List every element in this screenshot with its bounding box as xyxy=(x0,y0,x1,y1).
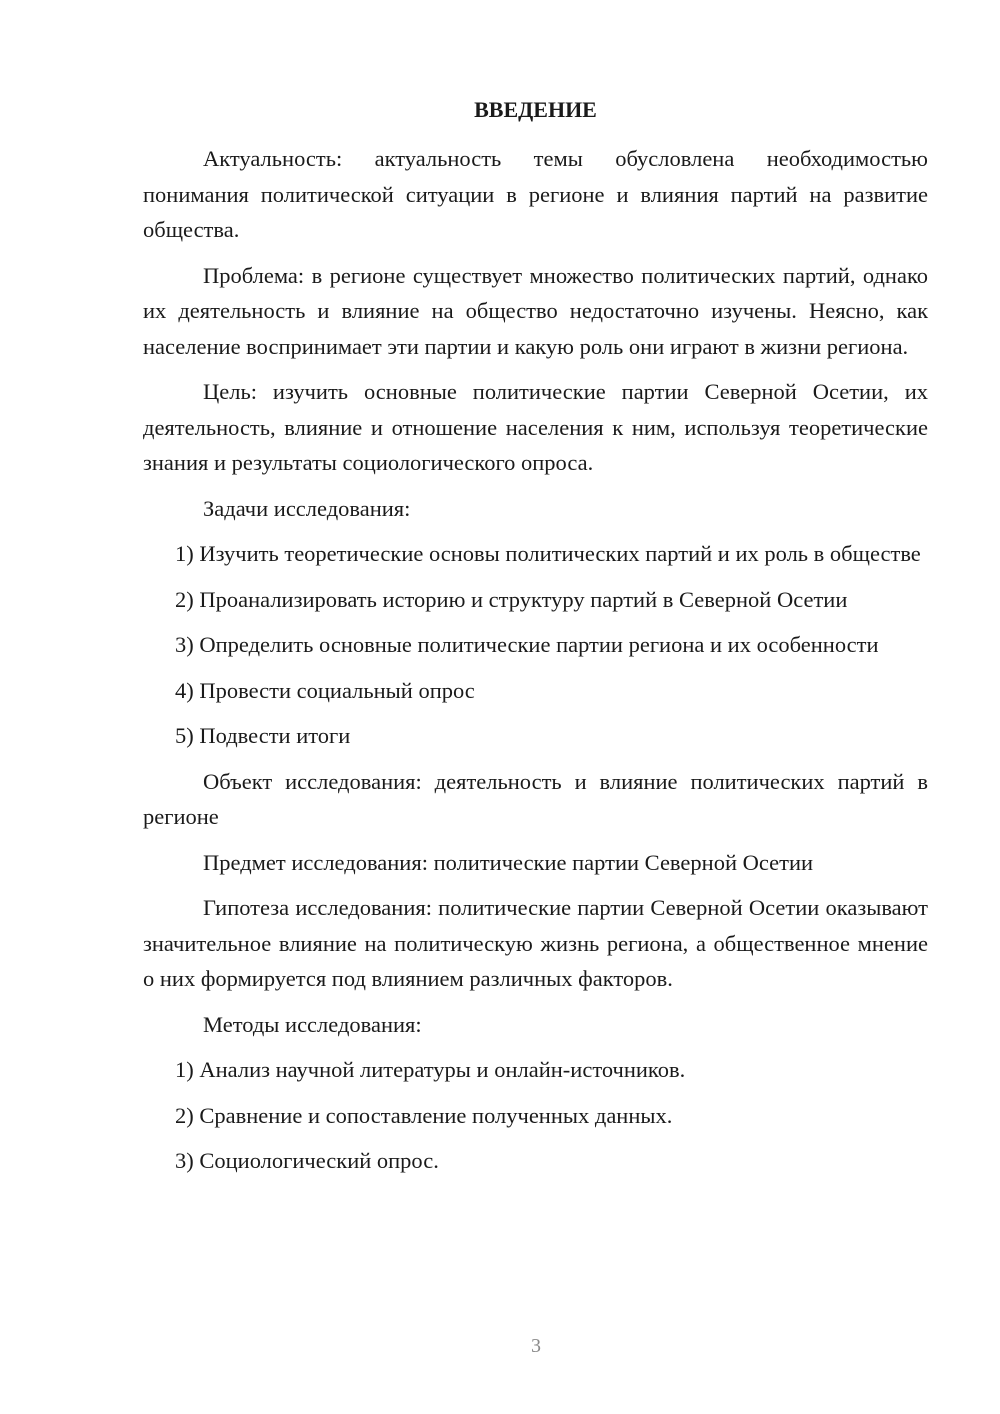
paragraph-object: Объект исследования: деятельность и влияние политических партий в регионе xyxy=(143,768,928,829)
page-number: 3 xyxy=(531,1335,541,1357)
task-item: 1) Изучить теоретические основы политических партий и их роль в обществе xyxy=(175,541,921,566)
paragraph-subject: Предмет исследования: политические партии Северной Осетии xyxy=(203,849,814,875)
document-body xyxy=(143,141,928,1189)
task-item: 4) Провести социальный опрос xyxy=(175,677,475,703)
paragraph-goal: Цель: изучить основные политические партии Северной Осетии, их деятельность, влияние и отношение населения к ним, используя теоретические знания и результаты социологического опроса. xyxy=(143,379,928,475)
paragraph-relevance: Актуальность: актуальность темы обусловлена необходимостью понимания политической ситуации в регионе и влияния партий на развитие общества. xyxy=(143,146,928,242)
method-item: 3) Социологический опрос. xyxy=(175,1148,439,1173)
task-item: 3) Определить основные политические партии региона и их особенности xyxy=(175,632,879,657)
paragraph-problem: Проблема: в регионе существует множество политических партий, однако их деятельность и влияние на общество недостаточно изучены. Неясно, как население воспринимает эти партии и какую роль они играют в жизни региона. xyxy=(143,262,928,359)
section-heading: ВВЕДЕНИЕ xyxy=(474,97,597,122)
paragraph-methods-heading: Методы исследования: xyxy=(203,1011,422,1037)
method-item: 2) Сравнение и сопоставление полученных данных. xyxy=(175,1102,673,1128)
paragraph-tasks-heading: Задачи исследования: xyxy=(203,495,411,521)
task-item: 5) Подвести итоги xyxy=(175,723,351,748)
task-item: 2) Проанализировать историю и структуру партий в Северной Осетии xyxy=(175,586,848,612)
paragraph-hypothesis: Гипотеза исследования: политические партии Северной Осетии оказывают значительное влияние на политическую жизнь региона, а общественное мнение о них формируется под влиянием различных факторов. xyxy=(143,895,928,991)
method-item: 1) Анализ научной литературы и онлайн-источников. xyxy=(175,1057,686,1082)
